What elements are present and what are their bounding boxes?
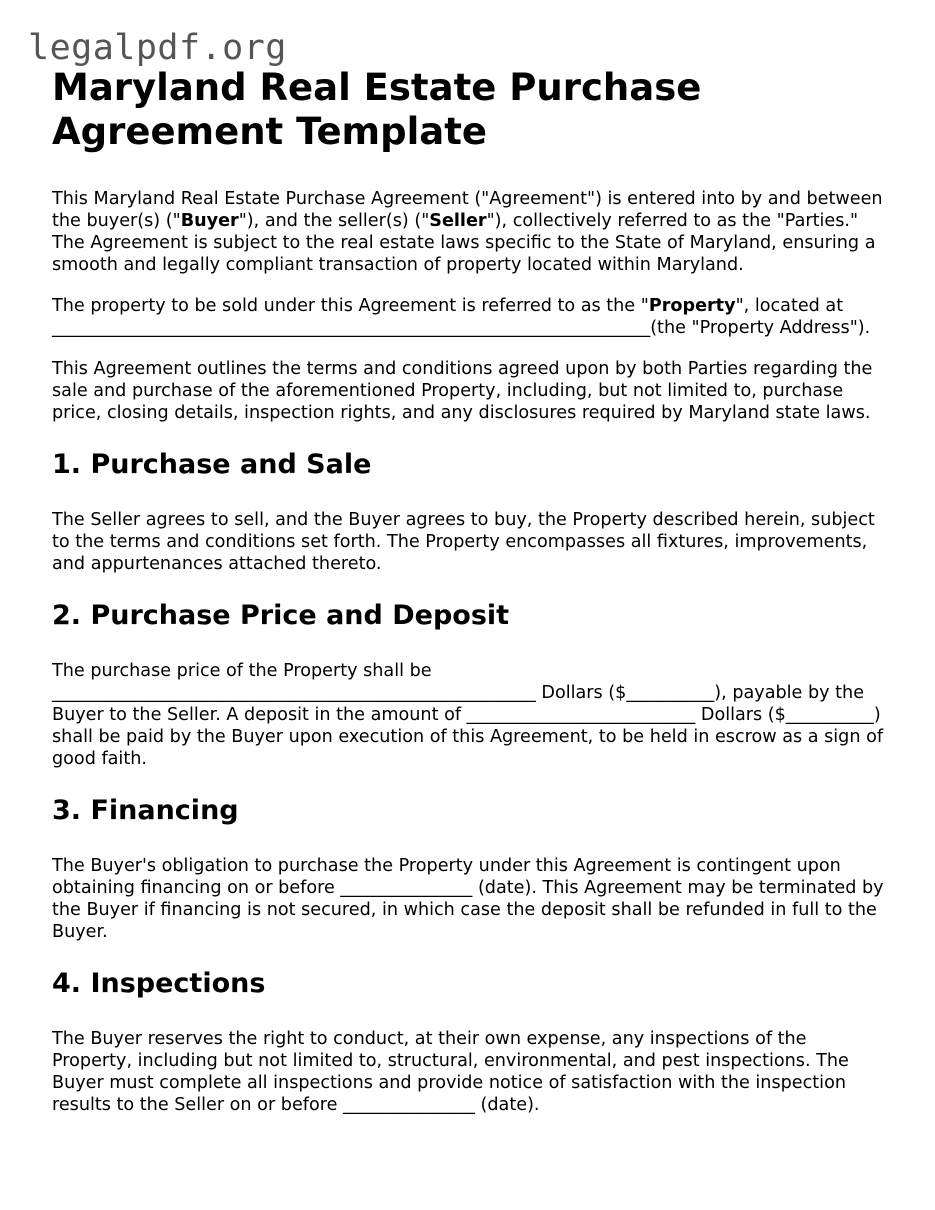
section-heading-financing: 3. Financing: [52, 795, 239, 826]
section-heading-price-deposit: 2. Purchase Price and Deposit: [52, 600, 510, 631]
seller-term: Seller: [429, 211, 487, 231]
section-body-price-deposit: The purchase price of the Property shall be _______________________________________________________ Dollars ($__________), payable by the Buyer to the Seller. A deposit in the amount of __________________________ Dollars ($__________) shall be paid by the Buyer upon execution of this Agreement, to be held in escrow as a sign of good faith.: [52, 661, 884, 769]
document-page: [52, 66, 892, 1116]
intro-paragraph-property: [52, 295, 892, 339]
intro-paragraph-parties: [52, 188, 892, 276]
property-term: Property: [648, 296, 736, 316]
intro-p1-text-a: This Maryland Real Estate Purchase Agreement ("Agreement") is entered into by and between the buyer(s) (": [52, 189, 883, 231]
section-body-purchase-sale: The Seller agrees to sell, and the Buyer agrees to buy, the Property described herein, subject to the terms and conditions set forth. The Property encompasses all fixtures, improvements, and appurtenances attached thereto.: [52, 510, 875, 574]
section-body-inspections: The Buyer reserves the right to conduct, at their own expense, any inspections of the Property, including but not limited to, structural, environmental, and pest inspections. The Buyer must complete all inspections and provide notice of satisfaction with the inspection results to the Seller on or before _______________ (date).: [52, 1029, 849, 1115]
document-title: Maryland Real Estate Purchase Agreement Template: [52, 66, 702, 153]
intro-p2-text-b: ", located at ____________________________________________________________________(the "Property Address").: [52, 296, 871, 338]
intro-p2-text-a: The property to be sold under this Agreement is referred to as the ": [52, 296, 649, 316]
intro-paragraph-terms: This Agreement outlines the terms and conditions agreed upon by both Parties regarding the sale and purchase of the aforementioned Property, including, but not limited to, purchase price, closing details, inspection rights, and any disclosures required by Maryland state laws.: [52, 359, 873, 423]
intro-p1-text-b: "), and the seller(s) (": [238, 211, 430, 231]
watermark-text: legalpdf.org: [28, 28, 287, 68]
intro-p1-text-c: "), collectively referred to as the "Parties." The Agreement is subject to the real estate laws specific to the State of Maryland, ensuring a smooth and legally compliant transaction of property located within Maryland.: [52, 211, 876, 275]
buyer-term: Buyer: [180, 211, 239, 231]
section-heading-purchase-sale: 1. Purchase and Sale: [52, 449, 372, 480]
section-heading-inspections: 4. Inspections: [52, 968, 266, 999]
section-body-financing: The Buyer's obligation to purchase the Property under this Agreement is contingent upon obtaining financing on or before _______________ (date). This Agreement may be terminated by the Buyer if financing is not secured, in which case the deposit shall be refunded in full to the Buyer.: [52, 856, 884, 942]
